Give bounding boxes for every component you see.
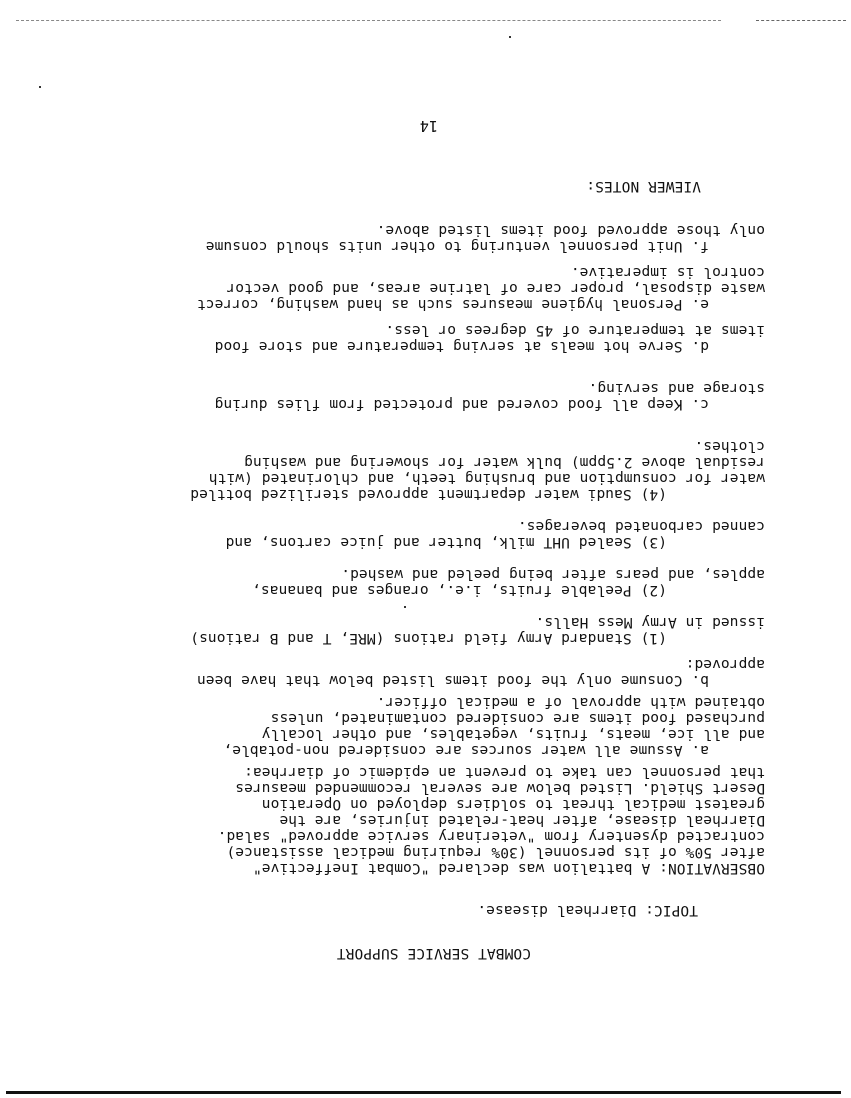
observation-line: Diarrheal disease, after heat-related injuries, are the [279,812,765,828]
bottom-dashed-rule-short [756,20,846,21]
item-line: f. Unit personnel venturing to other units should consume [205,238,709,254]
item-line: (3) Sealed UHT milk, butter and juice cartons, and [225,534,667,550]
topic-line: TOPIC: Diarrheal disease. [477,902,698,918]
scan-speck [509,36,511,38]
item-line: d. Serve hot meals at serving temperature and store food [214,338,709,354]
item-line: b. Consume only the food items listed below that have been [196,672,709,688]
item-line: c. Keep all food covered and protected from flies during [214,396,709,412]
observation-line: OBSERVATION: A battalion was declared "Combat Ineffective" [252,860,765,876]
scan-speck [39,86,41,88]
item-line: (2) Peelable fruits, i.e., oranges and bananas, [252,582,667,598]
observation-line: that personnel can take to prevent an epidemic of diarrhea: [244,764,765,780]
item-line: canned carbonated beverages. [517,518,765,534]
scan-speck [404,606,406,608]
observation-line: Desert Shield. Listed below are several recommended measures [235,780,765,796]
observation-line: greatest medical threat to soldiers deployed on Operation [261,796,765,812]
item-line: purchased food items are considered contaminated, unless [270,710,765,726]
observation-line: after 50% of its personnel (30% requiring medical assistance) [226,844,765,860]
item-line: and all ice, meats, fruits, vegetables, and other locally [261,726,765,742]
item-line: clothes. [694,438,765,454]
item-line: e. Personal hygiene measures such as hand washing, correct [196,296,709,312]
item-line: only those approved food items listed above. [376,222,765,238]
item-line: (4) Saudi water department approved sterilized bottled [190,486,667,502]
viewer-notes-heading: VIEWER NOTES: [586,178,701,194]
item-line: residual above 2.5ppm) bulk water for showering and washing [244,454,765,470]
item-line: approved: [685,656,765,672]
item-line: waste disposal, proper care of latrine areas, and good vector [226,280,765,296]
item-line: a. Assume all water sources are considered non-potable, [223,742,709,758]
item-line: items at temperature of 45 degrees or less. [385,322,765,338]
item-line: storage and serving. [588,380,765,396]
top-rule [6,1091,841,1094]
item-line: control is imperative. [570,264,765,280]
item-line: issued in Army Mess Halls. [535,614,765,630]
observation-line: contracted dysentery from "veterinary service approved" salad. [217,828,765,844]
item-line: obtained with approval of a medical officer. [376,694,765,710]
page-number: 14 [419,117,438,135]
bottom-dashed-rule [16,20,721,21]
item-line: (1) Standard Army field rations (MRE, T and B rations) [190,630,667,646]
item-line: water for consumption and brushing teeth, and chlorinated (with [208,470,765,486]
item-line: apples, and pears after being peeled and washed. [341,566,765,582]
page-header: COMBAT SERVICE SUPPORT [336,945,531,961]
